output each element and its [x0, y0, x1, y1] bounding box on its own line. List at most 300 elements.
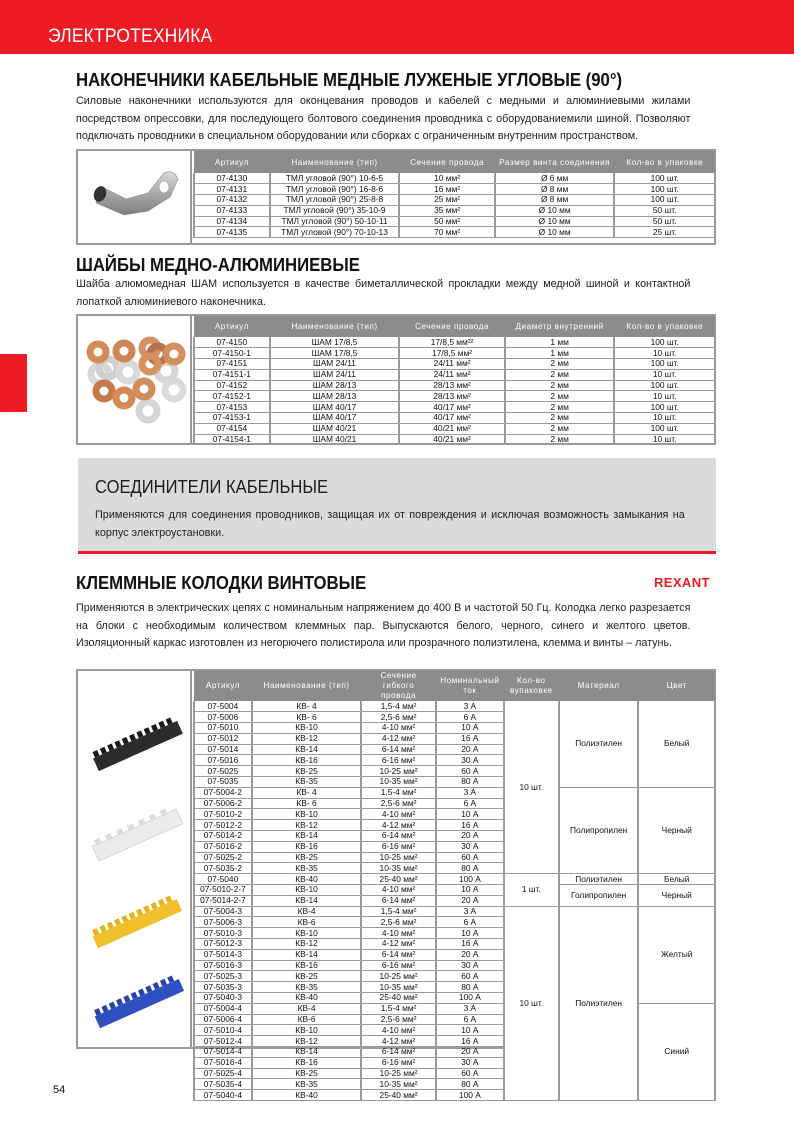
table-cell: 60 А: [436, 1068, 504, 1079]
table-cell: КВ-16: [252, 1057, 362, 1068]
table-cell: КВ-25: [252, 971, 362, 982]
table-cell: 16 А: [436, 820, 504, 831]
table-cell: ШАМ 17/8,5: [270, 348, 400, 359]
table-cell: КВ-25: [252, 766, 362, 777]
section-description-cable-lugs: Силовые наконечники используются для оконцевания проводов и кабелей с медными и алюминиевыми жилами посредством опрессовки, для последующего болтового соединения проводника с оборудованиемили шиной. Позволяют подключать проводники в специальном оборудовании или сборках с ограниченным внутренним пространством.: [76, 95, 691, 142]
table-cell: 16 А: [436, 939, 504, 950]
table-cell: КВ-6: [252, 1014, 362, 1025]
table-cell: 07-5035: [194, 777, 252, 788]
table-cell: 16 А: [436, 733, 504, 744]
table-cell: КВ-14: [252, 895, 362, 906]
table-cell: 3 А: [436, 1003, 504, 1014]
table-cell: Ø 6 мм: [495, 173, 615, 184]
table-cell: 07-5035-4: [194, 1079, 252, 1090]
table-cell: КВ-14: [252, 1047, 362, 1058]
merged-cell: Полипропилен: [559, 787, 639, 873]
table-cell: 07-5014-3: [194, 949, 252, 960]
table-cell: ШАМ 40/17: [270, 413, 400, 424]
spec-table-cable-lugs: [193, 151, 716, 238]
header-title: ЭЛЕКТРОТЕХНИКА: [48, 26, 213, 47]
table-cell: 07-4133: [194, 205, 270, 216]
table-cell: 10 А: [436, 1025, 504, 1036]
table-cell: 6-14 мм²: [361, 744, 436, 755]
table-cell: КВ-40: [252, 874, 362, 885]
col-header: Сечение провода: [399, 316, 505, 337]
table-row: [194, 359, 715, 370]
table-cell: 80 А: [436, 982, 504, 993]
table-cell: 07-5025: [194, 766, 252, 777]
table-cell: 6-16 мм²: [361, 841, 436, 852]
table-cell: 60 А: [436, 766, 504, 777]
table-cell: ШАМ 40/17: [270, 402, 400, 413]
table-cell: 07-5016-2: [194, 841, 252, 852]
table-cell: 1 мм: [505, 348, 615, 359]
table-cell: 20 А: [436, 831, 504, 842]
table-cell: 10 шт.: [614, 348, 715, 359]
table-cell: 07-5016-3: [194, 960, 252, 971]
table-cell: КВ-40: [252, 993, 362, 1004]
table-cell: 07-4150: [194, 337, 270, 348]
table-cell: 07-5012: [194, 733, 252, 744]
table-cell: 17/8,5 мм²: [399, 348, 505, 359]
page-number: 54: [53, 1084, 66, 1096]
table-cell: 100 шт.: [614, 380, 715, 391]
table-cell: 07-4132: [194, 195, 270, 206]
table-cell: КВ-4: [252, 906, 362, 917]
merged-cell: 10 шт.: [504, 701, 559, 874]
table-row: [194, 423, 715, 434]
col-header: Наименование (тип): [270, 151, 400, 173]
table-cell: 10 А: [436, 885, 504, 896]
table-cell: 07-5004-3: [194, 906, 252, 917]
table-cell: 100 шт.: [614, 402, 715, 413]
table-cell: 3 А: [436, 787, 504, 798]
table-cell: 80 А: [436, 863, 504, 874]
table-cell: 07-5014-2-7: [194, 895, 252, 906]
table-cell: 40/17 мм²: [399, 402, 505, 413]
table-cell: 20 А: [436, 895, 504, 906]
table-cell: 10-25 мм²: [361, 852, 436, 863]
col-header: Материал: [559, 671, 639, 701]
table-row: [194, 402, 715, 413]
table-cell: 07-5014-2: [194, 831, 252, 842]
table-cell: 07-5014: [194, 744, 252, 755]
table-cell: 2,5-6 мм²: [361, 917, 436, 928]
table-cell: КВ-35: [252, 982, 362, 993]
table-cell: 07-5040-4: [194, 1090, 252, 1101]
table-cell: КВ- 4: [252, 787, 362, 798]
table-cell: 07-5025-4: [194, 1068, 252, 1079]
col-header: Номинальный ток: [436, 671, 504, 701]
merged-cell: Черный: [638, 787, 715, 873]
table-cell: 100 шт.: [614, 337, 715, 348]
table-cell: 50 шт.: [614, 216, 715, 227]
table-cell: 2 мм: [505, 359, 615, 370]
table-cell: КВ-10: [252, 723, 362, 734]
table-cell: 10-35 мм²: [361, 777, 436, 788]
table-cell: 16 А: [436, 1036, 504, 1047]
table-row: [194, 885, 715, 896]
table-cell: 6-16 мм²: [361, 1057, 436, 1068]
table-cell: 24/11 мм²: [399, 369, 505, 380]
col-header: Размер винта соединения: [495, 151, 615, 173]
table-row: [194, 173, 715, 184]
side-tab-marker: [0, 354, 27, 412]
table-cell: КВ- 6: [252, 798, 362, 809]
merged-cell: 1 шт.: [504, 874, 559, 906]
table-row: [194, 348, 715, 359]
white-terminal-block-icon: [90, 805, 183, 862]
merged-cell: Полиэтилен: [559, 874, 639, 885]
table-cell: 10 шт.: [614, 413, 715, 424]
col-header: Сечение провода: [399, 151, 495, 173]
table-cell: 07-5016: [194, 755, 252, 766]
table-cell: 2 мм: [505, 423, 615, 434]
table-cell: 2 мм: [505, 391, 615, 402]
black-terminal-block-icon: [91, 715, 183, 771]
table-cell: 6-14 мм²: [361, 831, 436, 842]
table-cell: 6-14 мм²: [361, 949, 436, 960]
table-cell: 10 А: [436, 928, 504, 939]
col-header: Кол-во в упаковке: [614, 151, 715, 173]
merged-cell: Синий: [638, 1003, 715, 1100]
table-cell: КВ-12: [252, 733, 362, 744]
table-row: [194, 369, 715, 380]
merged-cell: 10 шт.: [504, 906, 559, 1100]
table-cell: 100 А: [436, 1090, 504, 1101]
table-cell: 100 шт.: [614, 423, 715, 434]
table-cell: 2,5-6 мм²: [361, 798, 436, 809]
table-cell: Ø 10 мм: [495, 216, 615, 227]
table-cell: 07-5040-3: [194, 993, 252, 1004]
table-cell: 07-5025-3: [194, 971, 252, 982]
table-cell: 07-5010-3: [194, 928, 252, 939]
table-cell: 1,5-4 мм²: [361, 787, 436, 798]
terminal-blocks-image: [78, 671, 192, 1047]
table-cell: КВ-25: [252, 1068, 362, 1079]
table-cell: 10 А: [436, 809, 504, 820]
table-cell: 07-5035-3: [194, 982, 252, 993]
table-cell: 6-14 мм²: [361, 1047, 436, 1058]
table-cell: 07-5004-4: [194, 1003, 252, 1014]
table-cell: 3 А: [436, 701, 504, 712]
table-cell: 1,5-4 мм²: [361, 701, 436, 712]
table-cell: 10-35 мм²: [361, 982, 436, 993]
table-cell: КВ-35: [252, 1079, 362, 1090]
table-cell: 1 мм: [505, 337, 615, 348]
table-cell: 07-4153-1: [194, 413, 270, 424]
section-description-terminal-blocks: Применяются в электрических цепях с номинальным напряжением до 400 В и частотой 50 Гц. Колодка легко разрезается на блоки с необходимым количеством клеммных пар. Выпускаются белого, черного, синего и желтого цветов. Изоляционный каркас изготовлен из негорючего полистирола или прозрачного полиэтилена, клемма и винты – латунь.: [76, 602, 691, 649]
col-header: Диаметр внутренний: [505, 316, 615, 337]
table-cell: 70 мм²: [399, 227, 495, 238]
table-cell: 28/13 мм²: [399, 391, 505, 402]
table-row: [194, 184, 715, 195]
table-cell: 10-25 мм²: [361, 971, 436, 982]
table-cell: 07-4134: [194, 216, 270, 227]
table-row: [194, 874, 715, 885]
merged-cell: Голипропилен: [559, 885, 639, 907]
table-cell: ТМЛ угловой (90°) 35-10-9: [270, 205, 400, 216]
table-cell: 4-12 мм²: [361, 1036, 436, 1047]
table-cell: 60 А: [436, 852, 504, 863]
table-cell: 07-5035-2: [194, 863, 252, 874]
table-cell: КВ-40: [252, 1090, 362, 1101]
table-cell: 10 А: [436, 723, 504, 734]
table-cell: 2 мм: [505, 413, 615, 424]
col-header: Наименование (тип): [270, 316, 400, 337]
col-header: Кол-во вупаковке: [504, 671, 559, 701]
product-block-terminal-blocks: [76, 669, 716, 1100]
table-cell: КВ-14: [252, 831, 362, 842]
table-cell: КВ- 4: [252, 701, 362, 712]
merged-cell: Черный: [638, 885, 715, 907]
table-row: [194, 205, 715, 216]
table-cell: 100 А: [436, 874, 504, 885]
header-bar: [0, 0, 794, 54]
table-cell: ТМЛ угловой (90°) 25-8-8: [270, 195, 400, 206]
col-header: Артикул: [194, 151, 270, 173]
table-cell: 6 А: [436, 917, 504, 928]
table-cell: 3 А: [436, 906, 504, 917]
table-cell: 30 А: [436, 960, 504, 971]
table-cell: 4-10 мм²: [361, 809, 436, 820]
table-cell: 25 шт.: [614, 227, 715, 238]
table-cell: 4-10 мм²: [361, 723, 436, 734]
table-cell: ШАМ 28/13: [270, 380, 400, 391]
product-block-washers: [76, 314, 716, 445]
table-cell: 10 шт.: [614, 391, 715, 402]
table-row: [194, 391, 715, 402]
table-cell: 6 А: [436, 1014, 504, 1025]
table-cell: 2 мм: [505, 369, 615, 380]
table-cell: 2,5-6 мм²: [361, 1014, 436, 1025]
table-cell: 17/8,5 мм²²: [399, 337, 505, 348]
table-cell: КВ-4: [252, 1003, 362, 1014]
table-cell: 1,5-4 мм²: [361, 906, 436, 917]
table-cell: 1,5-4 мм²: [361, 1003, 436, 1014]
table-row: [194, 701, 715, 712]
table-cell: 30 А: [436, 1057, 504, 1068]
table-cell: 100 шт.: [614, 184, 715, 195]
table-cell: ШАМ 28/13: [270, 391, 400, 402]
table-cell: 07-5014-4: [194, 1047, 252, 1058]
table-cell: 07-4154-1: [194, 434, 270, 445]
table-cell: 25-40 мм²: [361, 874, 436, 885]
section-title-terminal-blocks: КЛЕММНЫЕ КОЛОДКИ ВИНТОВЫЕ: [76, 573, 367, 593]
table-cell: 30 А: [436, 841, 504, 852]
table-cell: 60 А: [436, 971, 504, 982]
table-row: [194, 434, 715, 445]
table-cell: 07-5010: [194, 723, 252, 734]
yellow-terminal-block-icon: [90, 894, 182, 949]
table-cell: 07-5012-4: [194, 1036, 252, 1047]
table-cell: Ø 8 мм: [495, 195, 615, 206]
table-cell: 10-25 мм²: [361, 1068, 436, 1079]
section-description-washers: Шайба алюмомедная ШАМ используется в качестве биметаллической прокладки между медной шиной и контактной лопаткой алюминиевого наконечника.: [76, 278, 691, 308]
table-cell: КВ- 6: [252, 712, 362, 723]
table-cell: 2 мм: [505, 380, 615, 391]
table-cell: 07-4153: [194, 402, 270, 413]
table-row: [194, 906, 715, 917]
table-cell: 07-5006-3: [194, 917, 252, 928]
table-cell: 40/21 мм²: [399, 434, 505, 445]
table-cell: 4-12 мм²: [361, 733, 436, 744]
table-row: [194, 216, 715, 227]
table-cell: КВ-12: [252, 1036, 362, 1047]
section-title-washers: ШАЙБЫ МЕДНО-АЛЮМИНИЕВЫЕ: [76, 255, 360, 275]
section-title-cable-lugs: НАКОНЕЧНИКИ КАБЕЛЬНЫЕ МЕДНЫЕ ЛУЖЕНЫЕ УГЛОВЫЕ (90°): [76, 70, 623, 90]
table-row: [194, 787, 715, 798]
table-cell: Ø 10 мм: [495, 205, 615, 216]
table-cell: 07-5010-4: [194, 1025, 252, 1036]
merged-cell: Белый: [638, 874, 715, 885]
table-cell: КВ-35: [252, 777, 362, 788]
table-cell: 20 А: [436, 744, 504, 755]
table-cell: 07-5040: [194, 874, 252, 885]
table-cell: 30 А: [436, 755, 504, 766]
table-cell: 16 мм²: [399, 184, 495, 195]
table-cell: 07-4150-1: [194, 348, 270, 359]
table-cell: 24/11 мм²: [399, 359, 505, 370]
table-cell: 25 мм²: [399, 195, 495, 206]
table-cell: КВ-25: [252, 852, 362, 863]
table-cell: 6-14 мм²: [361, 895, 436, 906]
merged-cell: Полиэтилен: [559, 701, 639, 787]
table-cell: 10 мм²: [399, 173, 495, 184]
table-cell: 25-40 мм²: [361, 993, 436, 1004]
table-cell: 07-5006-4: [194, 1014, 252, 1025]
table-cell: 6-16 мм²: [361, 960, 436, 971]
table-cell: 07-5012-3: [194, 939, 252, 950]
table-cell: КВ-14: [252, 949, 362, 960]
merged-cell: Полиэтилен: [559, 906, 639, 1100]
table-cell: 07-4151-1: [194, 369, 270, 380]
table-cell: 4-10 мм²: [361, 885, 436, 896]
table-cell: 40/17 мм²: [399, 413, 505, 424]
product-block-cable-lugs: [76, 149, 716, 245]
table-row: [194, 380, 715, 391]
angled-cable-lug-icon: [78, 151, 192, 243]
category-title: СОЕДИНИТЕЛИ КАБЕЛЬНЫЕ: [95, 477, 329, 497]
table-cell: 07-4135: [194, 227, 270, 238]
table-cell: 07-5004: [194, 701, 252, 712]
col-header: Артикул: [194, 316, 270, 337]
table-cell: 07-4152-1: [194, 391, 270, 402]
table-cell: 4-10 мм²: [361, 1025, 436, 1036]
table-cell: КВ-14: [252, 744, 362, 755]
table-cell: КВ-12: [252, 820, 362, 831]
table-cell: 4-12 мм²: [361, 939, 436, 950]
table-cell: 40/21 мм²: [399, 423, 505, 434]
merged-cell: Желтый: [638, 906, 715, 1003]
category-description: Применяются для соединения проводников, защищая их от повреждения и исключая возможность замыкания на корпус электроустановки.: [95, 509, 685, 539]
table-cell: 07-5006-2: [194, 798, 252, 809]
table-cell: ТМЛ угловой (90°) 16-8-6: [270, 184, 400, 195]
table-cell: 2,5-6 мм²: [361, 712, 436, 723]
table-cell: Ø 8 мм: [495, 184, 615, 195]
col-header: Наименование (тип): [252, 671, 362, 701]
table-cell: 50 шт.: [614, 205, 715, 216]
merged-cell: Белый: [638, 701, 715, 787]
table-cell: 2 мм: [505, 434, 615, 445]
table-cell: 10 шт.: [614, 434, 715, 445]
table-cell: КВ-16: [252, 841, 362, 852]
table-cell: 6 А: [436, 798, 504, 809]
table-cell: 80 А: [436, 1079, 504, 1090]
table-cell: 10 шт.: [614, 369, 715, 380]
table-cell: 10-25 мм²: [361, 766, 436, 777]
table-cell: КВ-10: [252, 1025, 362, 1036]
blue-terminal-block-icon: [92, 974, 184, 1029]
col-header: Сечение гибкого провода: [361, 671, 436, 701]
table-cell: 25-40 мм²: [361, 1090, 436, 1101]
table-cell: 4-12 мм²: [361, 820, 436, 831]
table-cell: 07-5010-2-7: [194, 885, 252, 896]
table-cell: 07-5012-2: [194, 820, 252, 831]
table-cell: 10-35 мм²: [361, 863, 436, 874]
col-header: Артикул: [194, 671, 252, 701]
table-cell: 6-16 мм²: [361, 755, 436, 766]
table-cell: 80 А: [436, 777, 504, 788]
table-cell: КВ-10: [252, 809, 362, 820]
table-cell: 20 А: [436, 1047, 504, 1058]
table-cell: 07-5010-2: [194, 809, 252, 820]
table-cell: ТМЛ угловой (90°) 70-10-13: [270, 227, 400, 238]
table-cell: 6 А: [436, 712, 504, 723]
table-cell: 07-4151: [194, 359, 270, 370]
table-cell: КВ-16: [252, 960, 362, 971]
copper-aluminium-washers-icon: [78, 316, 192, 443]
table-cell: ШАМ 24/11: [270, 359, 400, 370]
table-cell: 100 А: [436, 993, 504, 1004]
table-cell: 07-4152: [194, 380, 270, 391]
table-cell: 28/13 мм²: [399, 380, 505, 391]
table-cell: 20 А: [436, 949, 504, 960]
rexant-logo: REXANT: [654, 576, 710, 590]
table-row: [194, 195, 715, 206]
table-cell: 2 мм: [505, 402, 615, 413]
spec-table-washers: [193, 316, 716, 445]
table-cell: 07-4154: [194, 423, 270, 434]
table-cell: 100 шт.: [614, 359, 715, 370]
table-cell: 35 мм²: [399, 205, 495, 216]
table-cell: 4-10 мм²: [361, 928, 436, 939]
table-cell: 07-5025-2: [194, 852, 252, 863]
table-cell: ШАМ 24/11: [270, 369, 400, 380]
table-cell: 100 шт.: [614, 173, 715, 184]
table-cell: 07-5016-4: [194, 1057, 252, 1068]
spec-table-terminal-blocks: [193, 671, 716, 1101]
table-row: [194, 413, 715, 424]
table-cell: ТМЛ угловой (90°) 50-10-11: [270, 216, 400, 227]
table-cell: КВ-35: [252, 863, 362, 874]
table-cell: 07-5004-2: [194, 787, 252, 798]
category-box-cable-connectors: [78, 458, 716, 554]
table-cell: 50 мм²: [399, 216, 495, 227]
table-cell: Ø 10 мм: [495, 227, 615, 238]
table-cell: КВ-10: [252, 928, 362, 939]
table-cell: 07-4131: [194, 184, 270, 195]
table-row: [194, 337, 715, 348]
table-cell: ТМЛ угловой (90°) 10-6-5: [270, 173, 400, 184]
table-cell: 100 шт.: [614, 195, 715, 206]
table-cell: 07-4130: [194, 173, 270, 184]
table-cell: 07-5006: [194, 712, 252, 723]
col-header: Кол-во в упаковке: [614, 316, 715, 337]
table-cell: КВ-16: [252, 755, 362, 766]
table-cell: ШАМ 17/8,5: [270, 337, 400, 348]
table-cell: КВ-12: [252, 939, 362, 950]
